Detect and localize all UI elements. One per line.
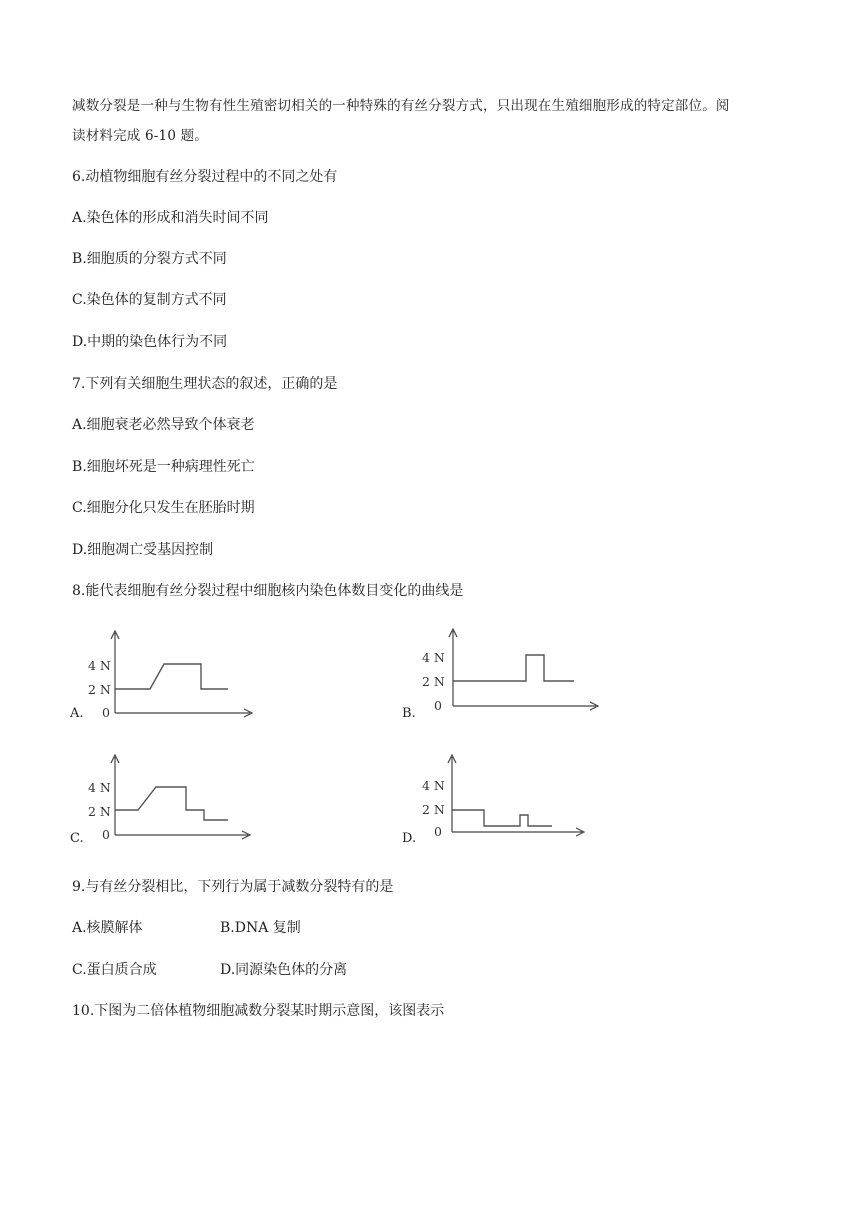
graph-c-tick-2n: 2 N [88,804,111,819]
question-7-stem: 7.下列有关细胞生理状态的叙述，正确的是 [72,376,338,392]
graph-d-tick-4n: 4 N [422,778,445,793]
graph-b-curve [453,655,574,681]
graph-d-curve [452,810,552,826]
graph-a-tick-4n: 4 N [88,658,111,673]
question-7-option-a: A.细胞衰老必然导致个体衰老 [72,417,255,433]
graph-a-tick-2n: 2 N [88,682,111,697]
graph-c-tick-4n: 4 N [88,780,111,795]
question-9-option-c: C.蛋白质合成 [72,962,157,978]
question-6-stem: 6.动植物细胞有丝分裂过程中的不同之处有 [72,169,338,185]
graph-c-tick-0: 0 [102,827,110,842]
graph-b [420,628,610,718]
question-7-option-c: C.细胞分化只发生在胚胎时期 [72,500,255,516]
question-9-stem: 9.与有丝分裂相比，下列行为属于减数分裂特有的是 [72,879,394,895]
intro-line-1: 减数分裂是一种与生物有性生殖密切相关的一种特殊的有丝分裂方式，只出现在生殖细胞形成的特定部位。阅 [72,98,730,114]
question-8-stem: 8.能代表细胞有丝分裂过程中细胞核内染色体数目变化的曲线是 [72,583,464,599]
graph-b-tick-0: 0 [434,698,442,713]
graph-b-tick-2n: 2 N [422,674,445,689]
graph-a-tick-0: 0 [102,705,110,720]
graph-a-label: A. [70,706,84,721]
question-7-option-d: D.细胞凋亡受基因控制 [72,542,214,558]
graph-d-tick-2n: 2 N [422,802,445,817]
question-9-option-d: D.同源染色体的分离 [220,962,348,978]
question-7-option-b: B.细胞坏死是一种病理性死亡 [72,459,255,475]
question-6-option-b: B.细胞质的分裂方式不同 [72,251,227,267]
graph-d-tick-0: 0 [434,824,442,839]
question-6-option-c: C.染色体的复制方式不同 [72,292,227,308]
question-9-option-a: A.核膜解体 [72,920,143,936]
graph-d-label: D. [402,831,417,846]
intro-line-2: 读材料完成 6-10 题。 [72,128,209,144]
graph-b-tick-4n: 4 N [422,650,445,665]
question-10-stem: 10.下图为二倍体植物细胞减数分裂某时期示意图，该图表示 [72,1003,445,1019]
graph-d [420,752,600,842]
graph-a-curve [115,664,228,689]
graph-c-label: C. [70,831,84,846]
graph-b-label: B. [402,706,416,721]
question-6-option-a: A.染色体的形成和消失时间不同 [72,210,269,226]
question-9-option-b: B.DNA 复制 [220,920,301,936]
graph-a [80,628,260,718]
graph-c [80,752,260,842]
graph-c-curve [115,787,228,820]
question-6-option-d: D.中期的染色体行为不同 [72,334,228,350]
